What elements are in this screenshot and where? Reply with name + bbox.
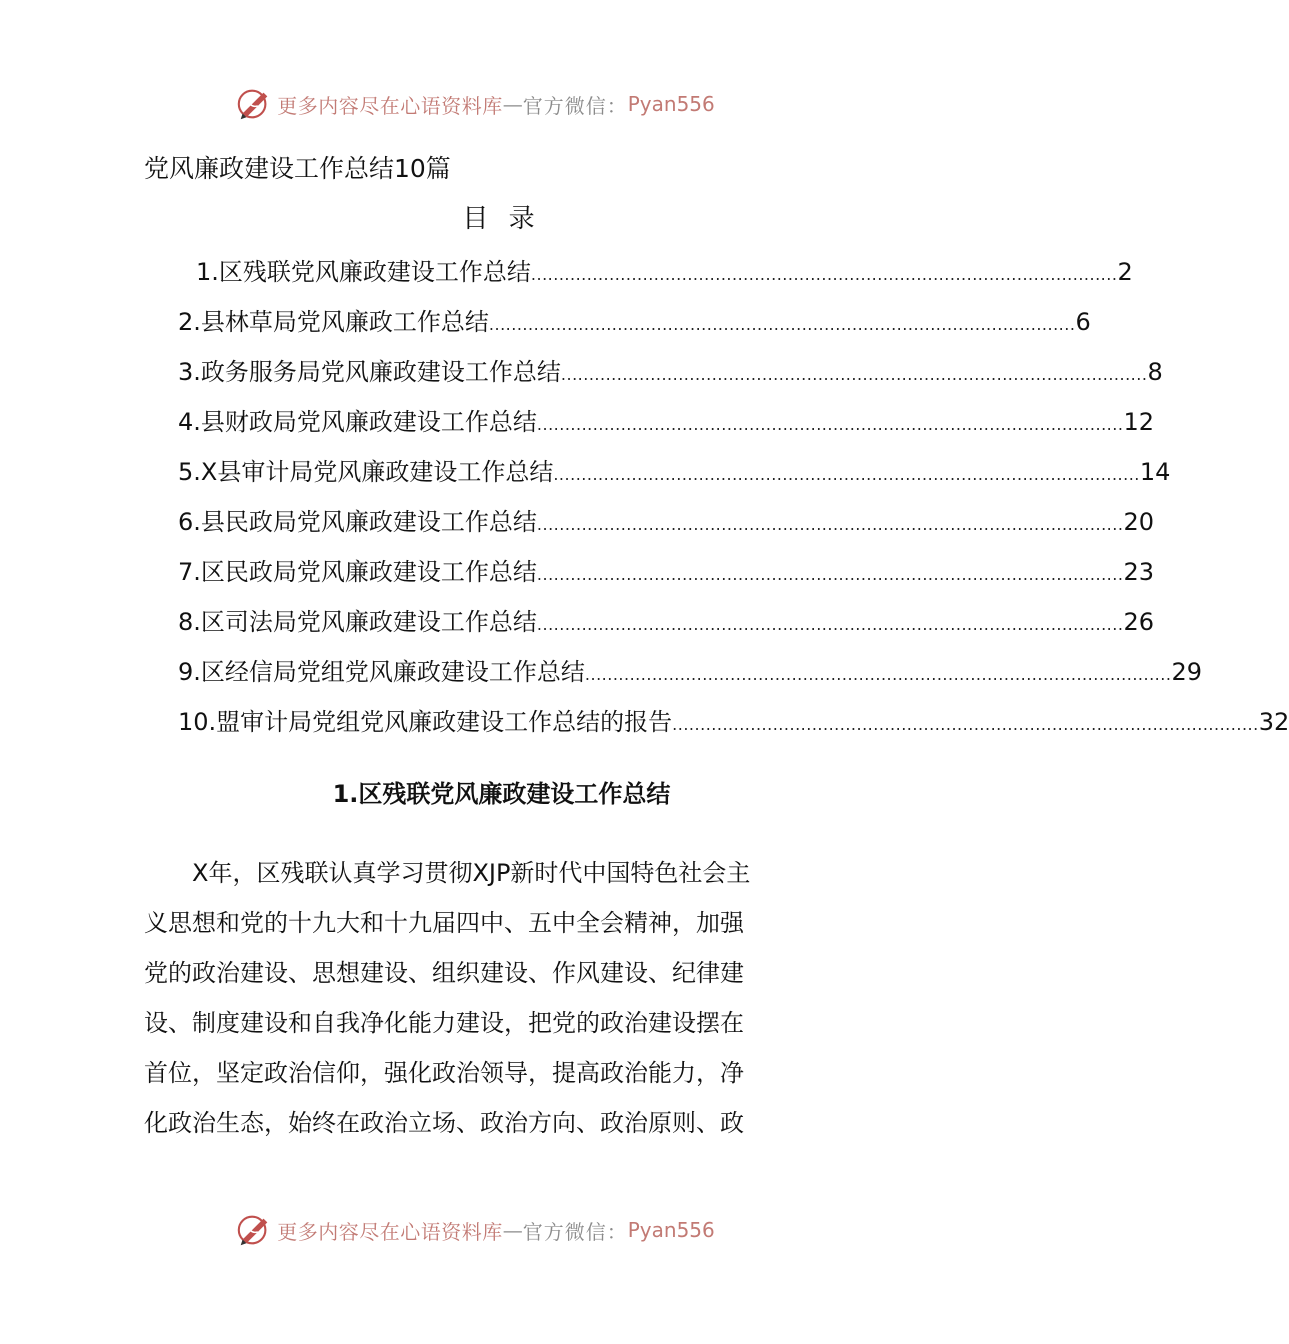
body-line: X年，区残联认真学习贯彻XJP新时代中国特色社会主 bbox=[144, 859, 751, 887]
section-heading: 1.区残联党风廉政建设工作总结 bbox=[332, 780, 671, 808]
wechat-label: 官方微信： bbox=[522, 93, 628, 118]
body-paragraph bbox=[144, 848, 812, 1148]
banner-dash: — bbox=[502, 1218, 523, 1242]
toc-entry-label: 10.盟审计局党组党风廉政建设工作总结的报告 bbox=[178, 708, 673, 736]
toc-entry-page: 20 bbox=[1123, 508, 1154, 536]
body-line: 设、制度建设和自我净化能力建设，把党的政治建设摆在 bbox=[144, 1009, 744, 1037]
toc-entry[interactable] bbox=[178, 600, 1154, 640]
toc-entry-label: 6.县民政局党风廉政建设工作总结 bbox=[178, 508, 537, 536]
toc-leader-dots: ......................................................................................................... bbox=[672, 715, 1259, 734]
toc-entry-page: 12 bbox=[1123, 408, 1154, 436]
pen-logo-icon bbox=[235, 85, 273, 123]
toc-leader-dots: ......................................................................................................... bbox=[536, 415, 1124, 434]
header-banner bbox=[0, 82, 950, 126]
toc-leader-dots: ......................................................................................................... bbox=[488, 315, 1076, 334]
toc-entry-label: 1.区残联党风廉政建设工作总结 bbox=[196, 258, 531, 286]
toc-entry-label: 9.区经信局党组党风廉政建设工作总结 bbox=[178, 658, 585, 686]
toc-entry-label: 5.X县审计局党风廉政建设工作总结 bbox=[178, 458, 554, 486]
promo-text: 更多内容尽在心语资料库 bbox=[277, 93, 503, 118]
toc-entry[interactable] bbox=[178, 350, 1163, 390]
toc-entry[interactable] bbox=[178, 650, 1202, 690]
promo-text: 更多内容尽在心语资料库 bbox=[277, 1219, 503, 1244]
banner-dash: — bbox=[502, 92, 523, 116]
toc-entry-page: 8 bbox=[1147, 358, 1163, 386]
toc-entry-label: 4.县财政局党风廉政建设工作总结 bbox=[178, 408, 537, 436]
toc-entry-page: 29 bbox=[1171, 658, 1202, 686]
toc-entry[interactable] bbox=[178, 300, 1091, 340]
toc-leader-dots: ......................................................................................................... bbox=[536, 565, 1124, 584]
body-line: 党的政治建设、思想建设、组织建设、作风建设、纪律建 bbox=[144, 959, 744, 987]
toc-leader-dots: ......................................................................................................... bbox=[553, 465, 1140, 484]
wechat-label: 官方微信： bbox=[522, 1219, 628, 1244]
toc-entry[interactable] bbox=[178, 700, 1289, 740]
pen-logo-icon bbox=[235, 1211, 273, 1249]
toc-leader-dots: ......................................................................................................... bbox=[536, 615, 1124, 634]
toc-leader-dots: ......................................................................................................... bbox=[530, 265, 1118, 284]
toc-entry[interactable] bbox=[178, 400, 1154, 440]
wechat-id: Pyan556 bbox=[627, 92, 715, 116]
toc-entry-page: 32 bbox=[1258, 708, 1289, 736]
toc-entry[interactable] bbox=[178, 550, 1154, 590]
toc-entry-page: 23 bbox=[1123, 558, 1154, 586]
wechat-id: Pyan556 bbox=[627, 1218, 715, 1242]
toc-entry-page: 6 bbox=[1075, 308, 1091, 336]
toc-entry-page: 26 bbox=[1123, 608, 1154, 636]
toc-entry[interactable] bbox=[178, 500, 1154, 540]
toc-entry-page: 2 bbox=[1117, 258, 1133, 286]
toc-leader-dots: ......................................................................................................... bbox=[560, 365, 1148, 384]
toc-entry-label: 7.区民政局党风廉政建设工作总结 bbox=[178, 558, 537, 586]
toc-entry[interactable] bbox=[178, 450, 1171, 490]
body-line: 首位，坚定政治信仰，强化政治领导，提高政治能力，净 bbox=[144, 1059, 744, 1087]
toc-entry-label: 2.县林草局党风廉政工作总结 bbox=[178, 308, 489, 336]
toc-leader-dots: ......................................................................................................... bbox=[584, 665, 1172, 684]
toc-heading: 目 录 bbox=[462, 204, 541, 234]
toc-entry-page: 14 bbox=[1139, 458, 1171, 486]
footer-banner bbox=[0, 1208, 950, 1252]
toc-entry-label: 3.政务服务局党风廉政建设工作总结 bbox=[178, 358, 561, 386]
toc-entry[interactable] bbox=[196, 250, 1133, 290]
toc-entry-label: 8.区司法局党风廉政建设工作总结 bbox=[178, 608, 537, 636]
body-line: 义思想和党的十九大和十九届四中、五中全会精神，加强 bbox=[144, 909, 744, 937]
body-line: 化政治生态，始终在政治立场、政治方向、政治原则、政 bbox=[144, 1109, 744, 1137]
document-title: 党风廉政建设工作总结10篇 bbox=[144, 154, 451, 183]
toc-leader-dots: ......................................................................................................... bbox=[536, 515, 1124, 534]
